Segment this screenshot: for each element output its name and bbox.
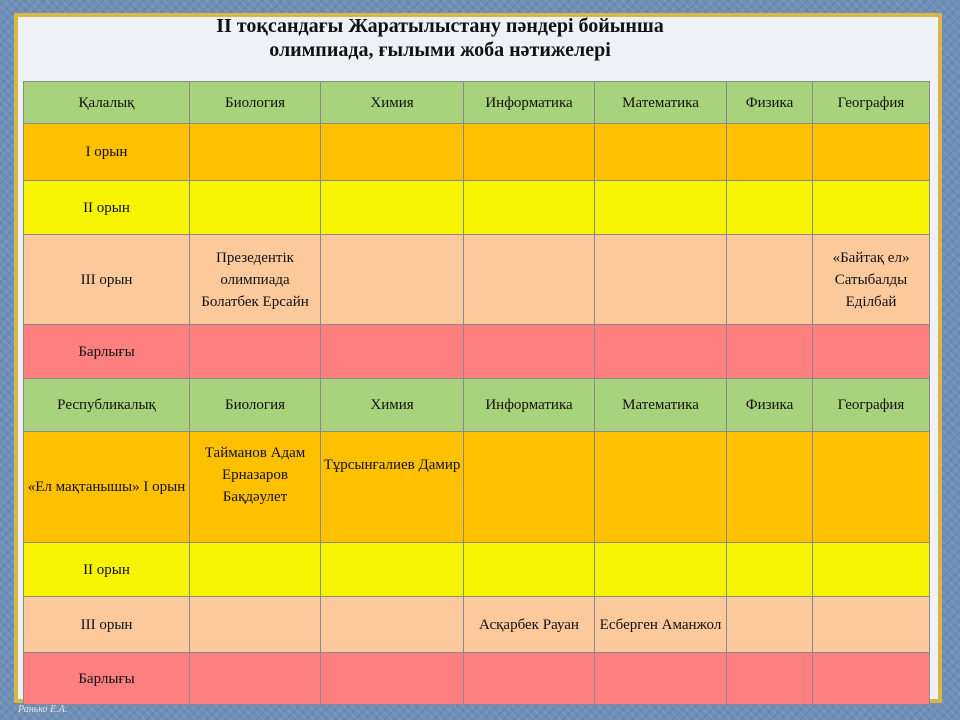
city-header-row [24, 82, 930, 124]
place-cell: III орын [24, 597, 190, 653]
result-cell [321, 325, 464, 379]
place-cell: I орын [24, 124, 190, 181]
result-cell [321, 653, 464, 705]
table-row [24, 432, 930, 543]
result-cell [595, 325, 727, 379]
result-cell [464, 325, 595, 379]
result-cell [813, 124, 930, 181]
result-cell [595, 181, 727, 235]
result-cell: «Байтақ ел» Сатыбалды Еділбай [813, 235, 930, 325]
result-cell [813, 543, 930, 597]
result-cell [321, 124, 464, 181]
header-cell: Химия [321, 82, 464, 124]
result-cell [813, 432, 930, 543]
result-cell [321, 181, 464, 235]
header-cell: Информатика [464, 82, 595, 124]
result-cell [813, 597, 930, 653]
result-cell: Есберген Аманжол [595, 597, 727, 653]
result-cell [464, 653, 595, 705]
header-cell: Физика [727, 82, 813, 124]
result-cell [595, 653, 727, 705]
result-cell [727, 432, 813, 543]
place-cell: «Ел мақтанышы» I орын [24, 432, 190, 543]
header-cell: Биология [190, 82, 321, 124]
result-cell [190, 325, 321, 379]
result-cell [464, 543, 595, 597]
result-cell [190, 181, 321, 235]
result-cell [595, 543, 727, 597]
result-cell: Тайманов Адам Ерназаров Бақдәулет [190, 432, 321, 543]
result-cell [727, 325, 813, 379]
table-row [24, 653, 930, 705]
result-cell [464, 432, 595, 543]
result-cell: Тұрсынғалиев Дамир [321, 432, 464, 543]
place-cell: II орын [24, 181, 190, 235]
result-cell: Асқарбек Рауан [464, 597, 595, 653]
result-cell [190, 653, 321, 705]
result-cell [727, 181, 813, 235]
result-cell [813, 181, 930, 235]
table-row [24, 325, 930, 379]
header-cell: Математика [595, 379, 727, 432]
header-cell: Физика [727, 379, 813, 432]
place-cell: Барлығы [24, 653, 190, 705]
result-cell [464, 235, 595, 325]
header-cell: Қалалық [24, 82, 190, 124]
title-line-2: олимпиада, ғылыми жоба нәтижелері [269, 39, 611, 61]
header-cell: География [813, 82, 930, 124]
result-cell [813, 325, 930, 379]
author-watermark: Ранько Е.А. [18, 704, 68, 715]
place-cell: II орын [24, 543, 190, 597]
result-cell [813, 653, 930, 705]
result-cell [727, 653, 813, 705]
result-cell [595, 235, 727, 325]
table-row [24, 235, 930, 325]
slide-title [0, 14, 960, 62]
table-row [24, 597, 930, 653]
result-cell [321, 597, 464, 653]
result-cell [464, 124, 595, 181]
header-cell: Математика [595, 82, 727, 124]
result-cell [321, 235, 464, 325]
republic-header-row [24, 379, 930, 432]
result-cell [727, 597, 813, 653]
results-table [23, 81, 930, 705]
header-cell: География [813, 379, 930, 432]
result-cell [727, 543, 813, 597]
table-row [24, 181, 930, 235]
result-cell: Презедентік олимпиада Болатбек Ерсайн [190, 235, 321, 325]
table-row [24, 124, 930, 181]
result-cell [727, 235, 813, 325]
header-cell: Химия [321, 379, 464, 432]
result-cell [190, 124, 321, 181]
result-cell [595, 124, 727, 181]
header-cell: Информатика [464, 379, 595, 432]
result-cell [727, 124, 813, 181]
table-row [24, 543, 930, 597]
place-cell: III орын [24, 235, 190, 325]
header-cell: Республикалық [24, 379, 190, 432]
result-cell [464, 181, 595, 235]
header-cell: Биология [190, 379, 321, 432]
place-cell: Барлығы [24, 325, 190, 379]
result-cell [190, 543, 321, 597]
result-cell [190, 597, 321, 653]
title-line-1: II тоқсандағы Жаратылыстану пәндері бойынша [216, 15, 664, 37]
result-cell [321, 543, 464, 597]
result-cell [595, 432, 727, 543]
